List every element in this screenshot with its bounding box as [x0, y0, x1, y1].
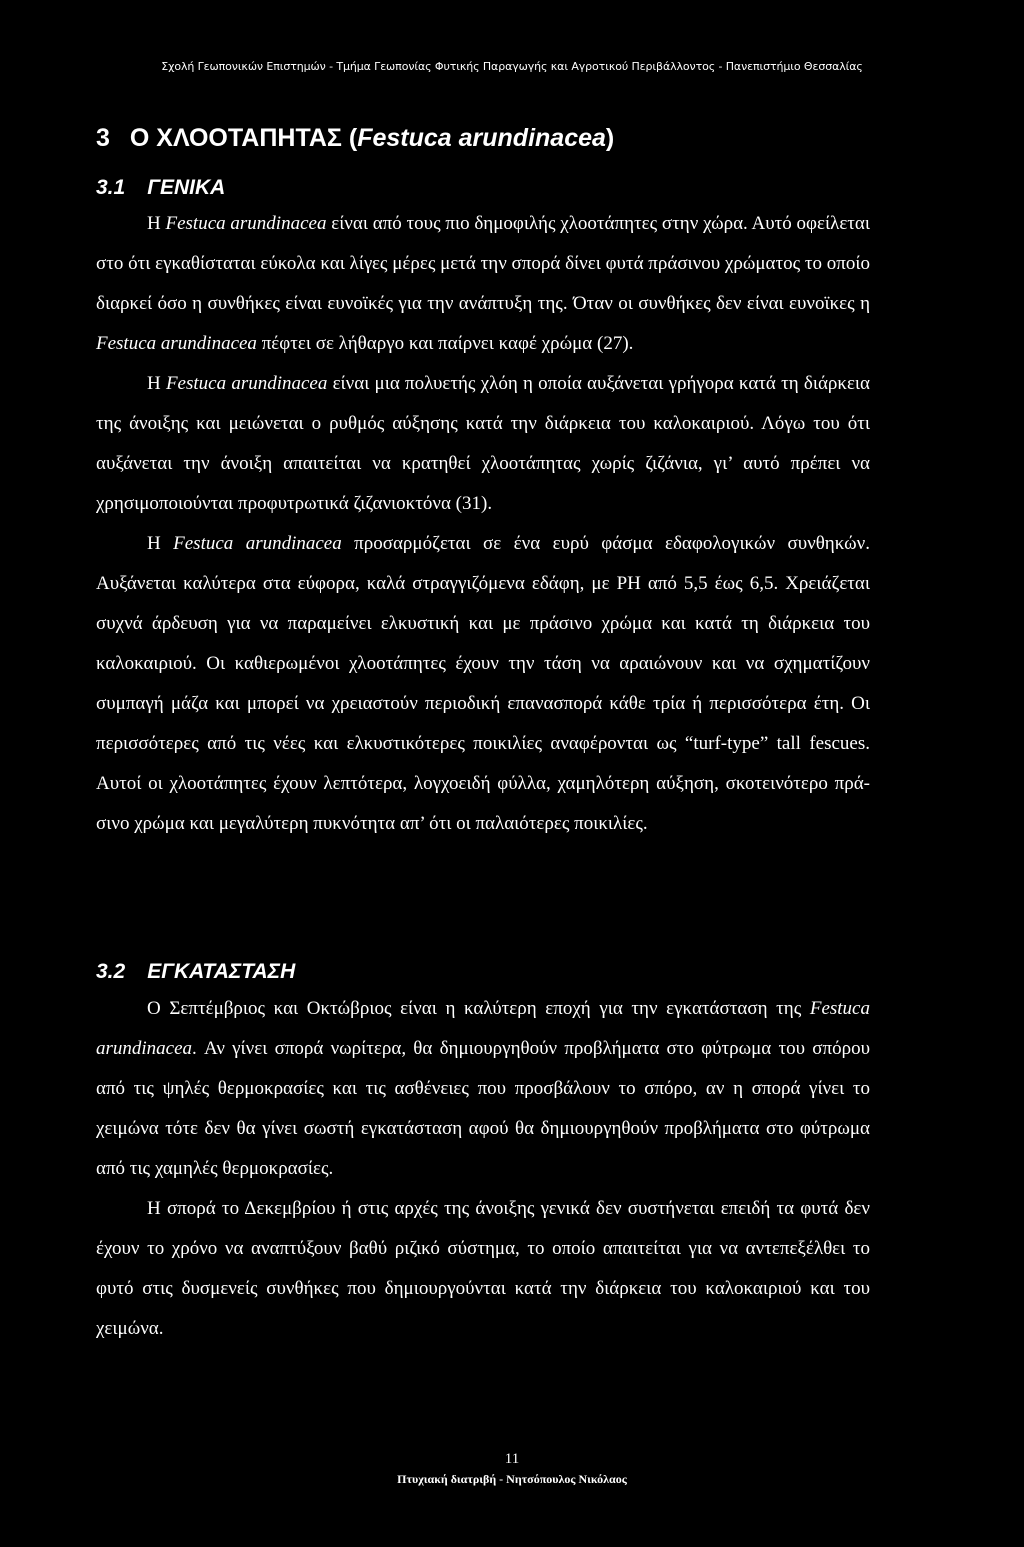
page-number: 11 [504, 1451, 520, 1467]
species-name: Festuca arundinacea [165, 373, 328, 394]
section-title: ΕΓΚΑΤΑΣΤΑΣΗ [147, 960, 296, 983]
chapter-title-prefix: Ο ΧΛΟΟΤΑΠΗΤΑΣ ( [129, 124, 358, 152]
paragraph-text: Ο Σεπτέμβριος και Οκτώβριος είναι η καλύτερη εποχή για την εγκατάσταση της [147, 998, 810, 1019]
paragraph-text: Η σπορά το Δεκεμβρίου ή στις αρχές της άνοιξης γενικά δεν συστήνεται επειδή τα φυτά δεν έχουν το χρόνο να αναπτύξουν βαθύ ριζικό σύστημα, το οποίο απαιτείται για να αντεπεξέλθει το φυτό στις δυσμενείς συνθήκες που δημιουργούνται κατά την διάρκεια του καλοκαιριού και του χειμώνα. [96, 1198, 870, 1339]
paragraph-text: . Αν γίνει σπορά νωρίτερα, θα δημιουργηθούν προβλήματα στο φύτρωμα του σπόρου από τις ψηλές θερμοκρασίες και τις ασθένειες που προσβάλουν το σπόρο, αν η σπορά γίνει το χειμώνα τότε δεν θα γίνει σωστή εγκατάσταση αφού θα δημιουργηθούν προβλήματα στο φύτρωμα από τις χαμηλές θερμοκρασίες. [96, 1038, 870, 1179]
chapter-title [96, 124, 614, 153]
paragraph [96, 989, 870, 1189]
species-name: Festuca arundinacea [165, 213, 327, 234]
paragraph-text: είναι μια πολυετής χλόη η οποία αυξάνεται γρήγορα κατά τη διάρκεια της άνοιξης και μειώνεται ο ρυθμός αύξησης κατά την διάρκεια του καλοκαιριού. Λόγω του ότι αυξάνεται την άνοιξη απαιτείται να κρατηθεί χλοοτάπητας χωρίς ζιζάνια, γι’ αυτό πρέπει να χρησιμοποιούνται προφυτρωτικά ζιζανιοκτόνα (31). [96, 373, 870, 514]
species-name: Festuca arundinacea [96, 333, 257, 354]
paragraph [96, 524, 870, 844]
running-header: Σχολή Γεωπονικών Επιστημών - Τμήμα Γεωπονίας Φυτικής Παραγωγής και Αγροτικού Περιβάλλοντος - Πανεπιστήμιο Θεσσαλίας [161, 60, 863, 73]
paragraph-text: προσαρμόζεται σε ένα ευρύ φάσμα εδαφολογικών συνθηκών. Αυξάνεται καλύτερα στα εύφορα, καλά στραγγιζόμενα εδάφη, με PH από 5,5 έως 6,5. Χρειάζεται συχνά άρδευση για να παραμείνει ελκυστική και με πράσινο χρώμα και κατά τη διάρκεια του καλοκαιριού. Οι καθιερωμένοι χλοοτάπητες έχουν την τάση να αραιώνουν και να σχηματίζουν συμπαγή μάζα και μπορεί να χρειαστούν περιοδική επανασπορά κάθε τρία ή περισσότερα έτη. Οι περισσότερες από τις νέες και ελκυστικότερες ποικιλίες αναφέρονται ως “turf-type” tall fescues. Αυτοί οι χλοοτάπητες έχουν λεπτότερα, λογχοειδή φύλλα, χαμηλότερη αύξηση, σκοτεινότερο πράσινο χρώμα και μεγαλύτερη πυκνότητα απ’ ότι οι παλαιότερες ποικιλίες. [96, 533, 870, 834]
paragraph [96, 364, 870, 524]
paragraph [96, 1189, 870, 1349]
section-number: 3.2 [96, 960, 126, 983]
section-title: ΓΕΝΙΚΑ [147, 176, 226, 199]
species-name: Festuca arundinacea [173, 533, 342, 554]
paragraph-text: πέφτει σε λήθαργο και παίρνει καφέ χρώμα (27). [256, 333, 634, 354]
paragraph [96, 204, 870, 364]
footer-credit: Πτυχιακή διατριβή - Νητσόπουλος Νικόλαος [397, 1472, 627, 1486]
paragraph-text: Η [147, 373, 166, 394]
section-number: 3.1 [96, 176, 126, 199]
paragraph-text: Η [147, 213, 166, 234]
paragraph-text: είναι από τους πιο δημοφιλής χλοοτάπητες στην χώρα. Αυτό οφείλεται στο ότι εγκαθίσταται εύκολα και λίγες μέρες μετά την σπορά δίνει φυτά πράσινου χρώματος το οποίο διαρκεί όσο η συνθήκες είναι ευνοϊκές για την ανάπτυξη της. Όταν οι συνθήκες δεν είναι ευνοϊκες η [96, 213, 870, 314]
chapter-number: 3 [96, 124, 110, 152]
section-body-establishment [96, 989, 870, 1349]
paragraph-text: Η [147, 533, 174, 554]
section-heading-general [96, 176, 225, 200]
species-name: Festuca arundinacea [96, 998, 870, 1059]
chapter-title-species: Festuca arundinacea [357, 124, 606, 152]
section-body-general [96, 204, 870, 844]
chapter-title-suffix: ) [605, 124, 615, 152]
section-heading-establishment [96, 960, 295, 984]
